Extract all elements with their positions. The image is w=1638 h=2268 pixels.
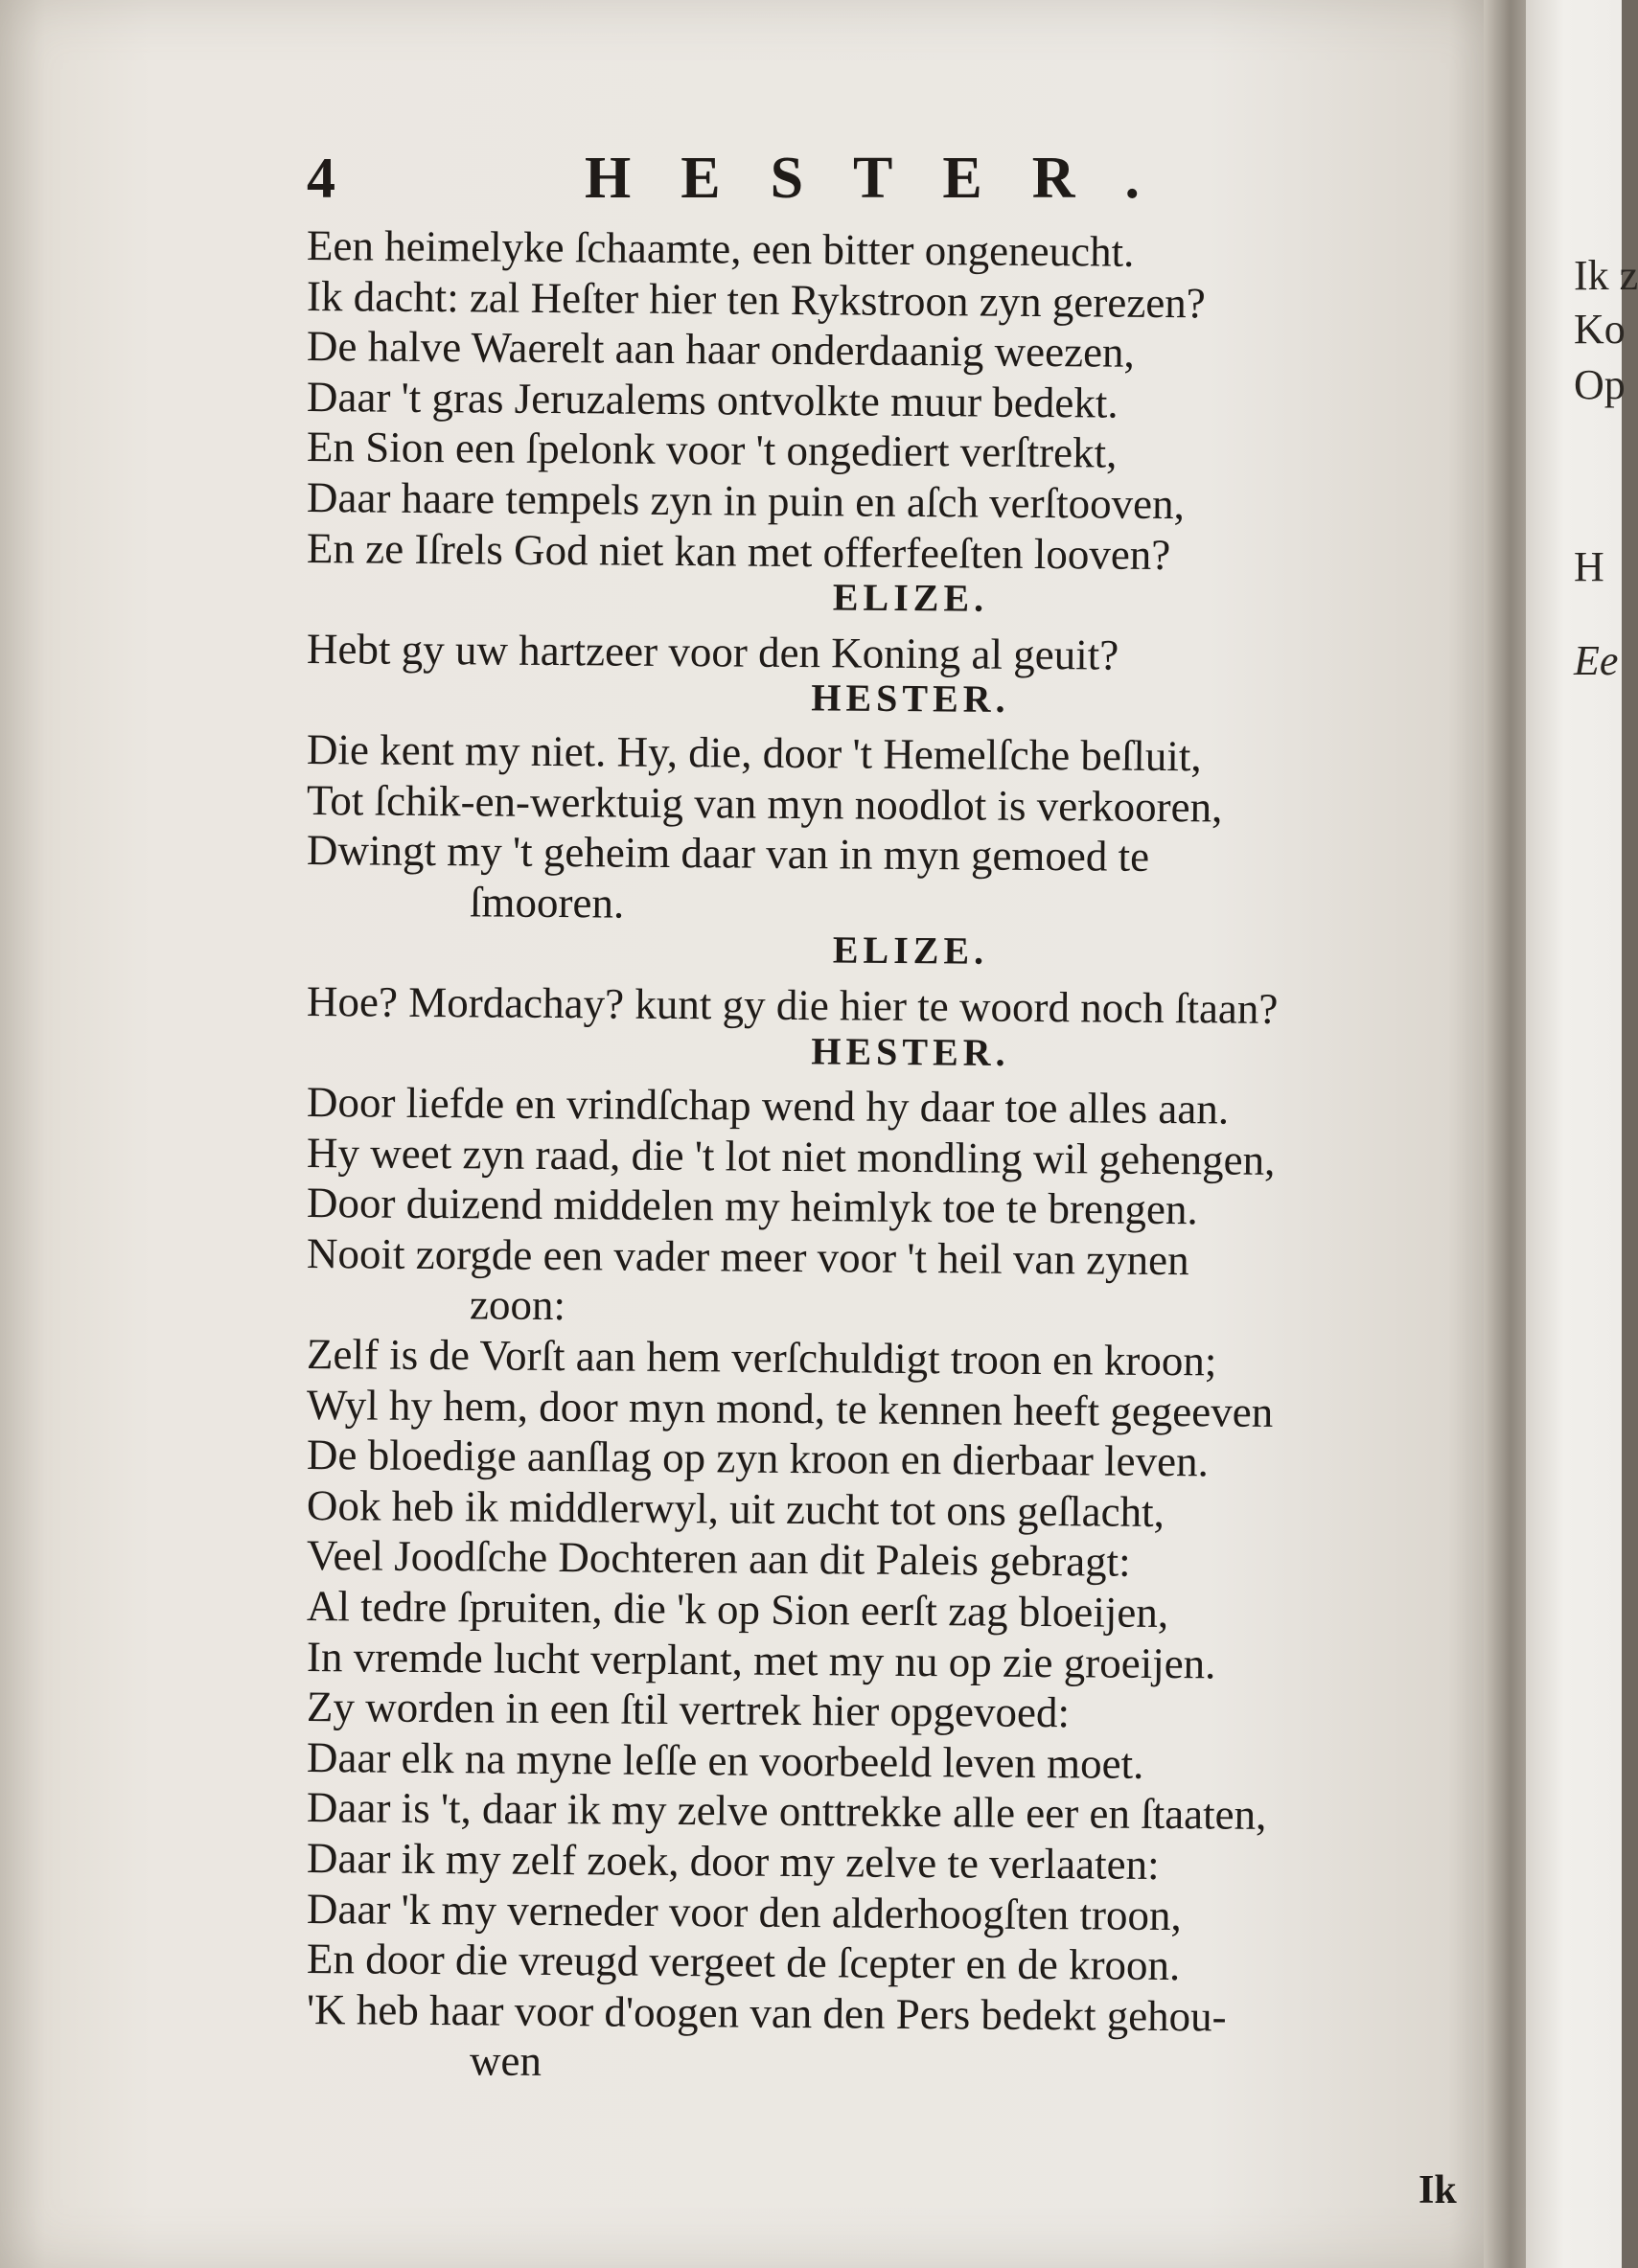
verse-line: Tot ſchik-en-werktuig van myn noodlot is verkooren, — [306, 775, 1223, 832]
right-page-fragment: H — [1574, 543, 1604, 590]
verse-lines — [307, 220, 1476, 2085]
speaker-name: HESTER. — [811, 1028, 1010, 1074]
verse-line: Ook heb ik middlerwyl, uit zucht tot ons geſlacht, — [306, 1480, 1165, 1536]
verse-continuation: ſmooren. — [469, 878, 625, 928]
verse-line: Zy worden in een ſtil vertrek hier opgevoed: — [306, 1683, 1071, 1737]
catchword: Ik — [1419, 2168, 1457, 2212]
running-title: HESTER. — [585, 146, 1190, 211]
verse-line: Veel Joodſche Dochteren aan dit Paleis gebragt: — [306, 1531, 1131, 1587]
verse-line: Daar elk na myne leſſe en voorbeeld leven moet. — [306, 1732, 1144, 1788]
verse-line: Daar haare tempels zyn in puin en aſch verſtooven, — [306, 472, 1186, 529]
verse-line: En ze Iſrels God niet kan met offerfeeſten looven? — [306, 523, 1171, 579]
verse-line: Daar 'k my verneder voor den alderhoogſten troon, — [306, 1884, 1182, 1939]
verse-line: 'K heb haar voor d'oogen van den Pers bedekt gehou- — [306, 1984, 1227, 2041]
verse-line: Door liefde en vrindſchap wend hy daar toe alles aan. — [306, 1078, 1230, 1134]
verse-line: Hoe? Mordachay? kunt gy die hier te woord noch ſtaan? — [306, 976, 1279, 1033]
verse-line: Al tedre ſpruiten, die 'k op Sion eerſt zag bloeijen, — [306, 1582, 1169, 1638]
verse-line: Daar ik my zelf zoek, door my zelve te verlaaten: — [306, 1834, 1160, 1889]
verse-line: Door duizend middelen my heimlyk toe te brengen. — [306, 1179, 1198, 1234]
verse-line: Daar 't gras Jeruzalems ontvolkte muur bedekt. — [306, 372, 1119, 427]
right-page-fragment: Op — [1574, 361, 1626, 408]
speaker-name: ELIZE. — [832, 928, 989, 974]
verse-line: In vremde lucht verplant, met my nu op zie groeijen. — [306, 1632, 1216, 1688]
verse-line: Nooit zorgde een vader meer voor 't heil van zynen — [306, 1228, 1189, 1285]
right-page-fragment: Ik z — [1574, 252, 1638, 299]
right-page-fragment: Ko — [1574, 306, 1626, 353]
verse-line: Dwingt my 't geheim daar van in myn gemoed te — [306, 826, 1150, 882]
verse-line: Zelf is de Vorſt aan hem verſchuldigt troon en kroon; — [306, 1330, 1217, 1386]
verse-line: Hy weet zyn raad, die 't lot niet mondling wil gehengen, — [306, 1128, 1276, 1184]
verse-line: En door die vreugd vergeet de ſcepter en de kroon. — [306, 1935, 1181, 1990]
verse-line: Een heimelyke ſchaamte, een bitter ongeneucht. — [306, 221, 1135, 276]
verse-continuation: zoon: — [469, 1280, 566, 1330]
verse-continuation: wen — [469, 2036, 542, 2086]
verse-line: En Sion een ſpelonk voor 't ongediert verſtrekt, — [306, 423, 1118, 478]
verse-line: Ik dacht: zal Heſter hier ten Rykstroon zyn gerezen? — [306, 271, 1206, 327]
verse-line: De bloedige aanſlag op zyn kroon en dierbaar leven. — [306, 1431, 1210, 1486]
page-number: 4 — [307, 147, 335, 210]
verse-line: Daar is 't, daar ik my zelve onttrekke alle eer en ſtaaten, — [306, 1783, 1267, 1840]
speaker-name: ELIZE. — [832, 575, 989, 620]
verse-line: De halve Waerelt aan haar onderdaanig weezen, — [306, 322, 1135, 377]
verse-line: Hebt gy uw hartzeer voor den Koning al geuit? — [306, 624, 1119, 679]
right-page-fragment: Ee — [1574, 637, 1619, 684]
page-text — [306, 146, 1476, 2086]
page-header — [307, 146, 1476, 230]
verse-line: Wyl hy hem, door myn mond, te kennen heeft gegeeven — [306, 1380, 1274, 1436]
speaker-name: HESTER. — [811, 676, 1010, 722]
verse-line: Die kent my niet. Hy, die, door 't Hemelſche beſluit, — [306, 724, 1202, 781]
